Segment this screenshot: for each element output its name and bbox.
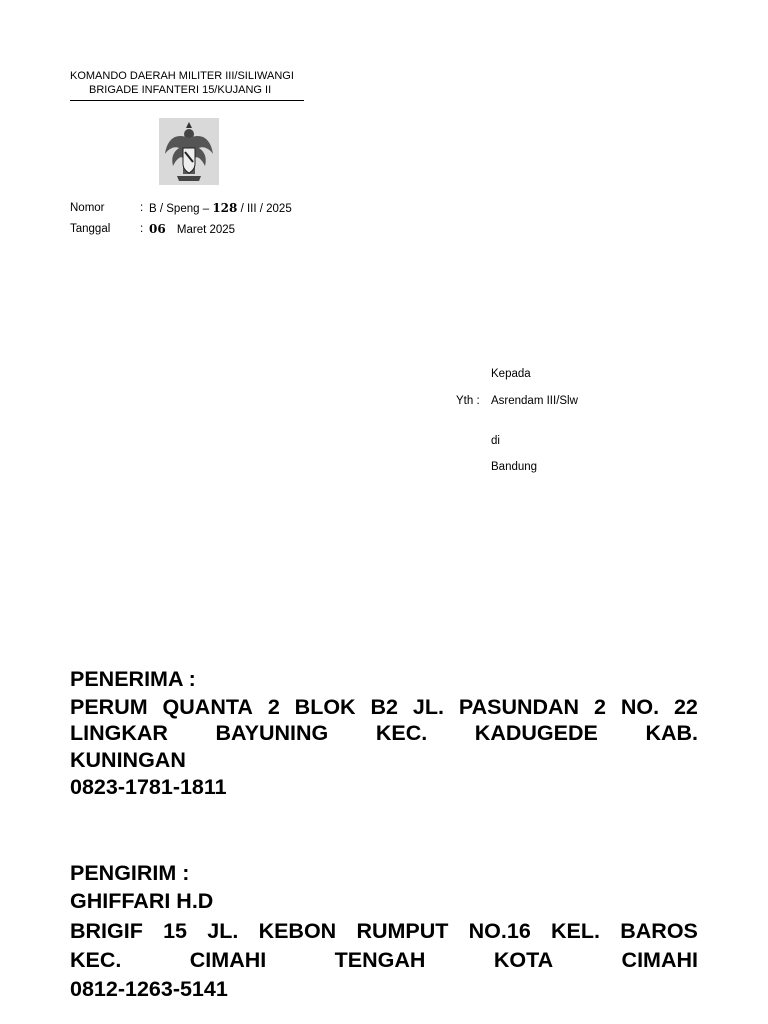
address-word: LINGKAR	[70, 721, 168, 745]
penerima-address-line-2	[70, 720, 698, 746]
address-word: KEC.	[70, 948, 122, 972]
pengirim-address-line-2	[70, 947, 698, 973]
address-word: BAROS	[620, 919, 698, 943]
address-word: NO.	[620, 695, 660, 719]
address-word: 22	[673, 695, 698, 719]
penerima-heading: PENERIMA :	[70, 667, 196, 691]
address-word: JL.	[412, 695, 444, 719]
address-word: KOTA	[493, 948, 554, 972]
nomor-suffix: / III / 2025	[240, 203, 292, 215]
pengirim-address-line-1	[70, 918, 698, 944]
address-word: BAYUNING	[215, 721, 329, 745]
address-word: TENGAH	[334, 948, 426, 972]
address-word: PASUNDAN	[458, 695, 580, 719]
penerima-address-line-1	[70, 694, 698, 720]
letterhead-line-1: KOMANDO DAERAH MILITER III/SILIWANGI	[70, 70, 294, 82]
nomor-separator: :	[140, 202, 144, 214]
pengirim-name: GHIFFARI H.D	[70, 889, 214, 913]
address-word: CIMAHI	[621, 948, 698, 972]
address-word: 2	[593, 695, 606, 719]
nomor-value	[149, 201, 292, 216]
tanggal-day: 06	[149, 222, 166, 236]
pengirim-phone: 0812-1263-5141	[70, 977, 228, 1001]
military-emblem-icon	[159, 118, 219, 185]
address-word: KAB.	[645, 721, 698, 745]
letterhead-divider	[70, 100, 304, 101]
penerima-address-line-3: KUNINGAN	[70, 748, 186, 772]
address-word: KEL.	[551, 919, 601, 943]
address-word: BRIGIF	[70, 919, 143, 943]
address-word: KADUGEDE	[474, 721, 598, 745]
address-word: B2	[370, 695, 398, 719]
address-word: RUMPUT	[356, 919, 449, 943]
address-word: KEBON	[258, 919, 337, 943]
addressee-yth-label: Yth :	[456, 395, 480, 407]
tanggal-rest: Maret 2025	[176, 224, 236, 236]
nomor-number: 128	[212, 201, 238, 215]
pengirim-heading: PENGIRIM :	[70, 861, 190, 885]
addressee-kepada: Kepada	[491, 368, 531, 380]
penerima-phone: 0823-1781-1811	[70, 775, 227, 799]
letterhead-line-2: BRIGADE INFANTERI 15/KUJANG II	[89, 84, 272, 96]
addressee-name: Asrendam III/Slw	[491, 395, 578, 407]
tanggal-value	[149, 222, 235, 237]
address-word: PERUM	[70, 695, 148, 719]
address-word: JL.	[207, 919, 239, 943]
tanggal-separator: :	[140, 223, 144, 235]
address-word: NO.16	[468, 919, 531, 943]
address-word: 15	[163, 919, 188, 943]
address-word: CIMAHI	[189, 948, 267, 972]
addressee-city: Bandung	[491, 461, 538, 473]
address-word: KEC.	[375, 721, 428, 745]
tanggal-label: Tanggal	[70, 223, 111, 235]
address-word: 2	[267, 695, 280, 719]
addressee-di: di	[491, 435, 500, 447]
nomor-prefix: B / Speng –	[149, 203, 210, 215]
nomor-label: Nomor	[70, 202, 105, 214]
address-word: QUANTA	[162, 695, 253, 719]
address-word: BLOK	[294, 695, 356, 719]
